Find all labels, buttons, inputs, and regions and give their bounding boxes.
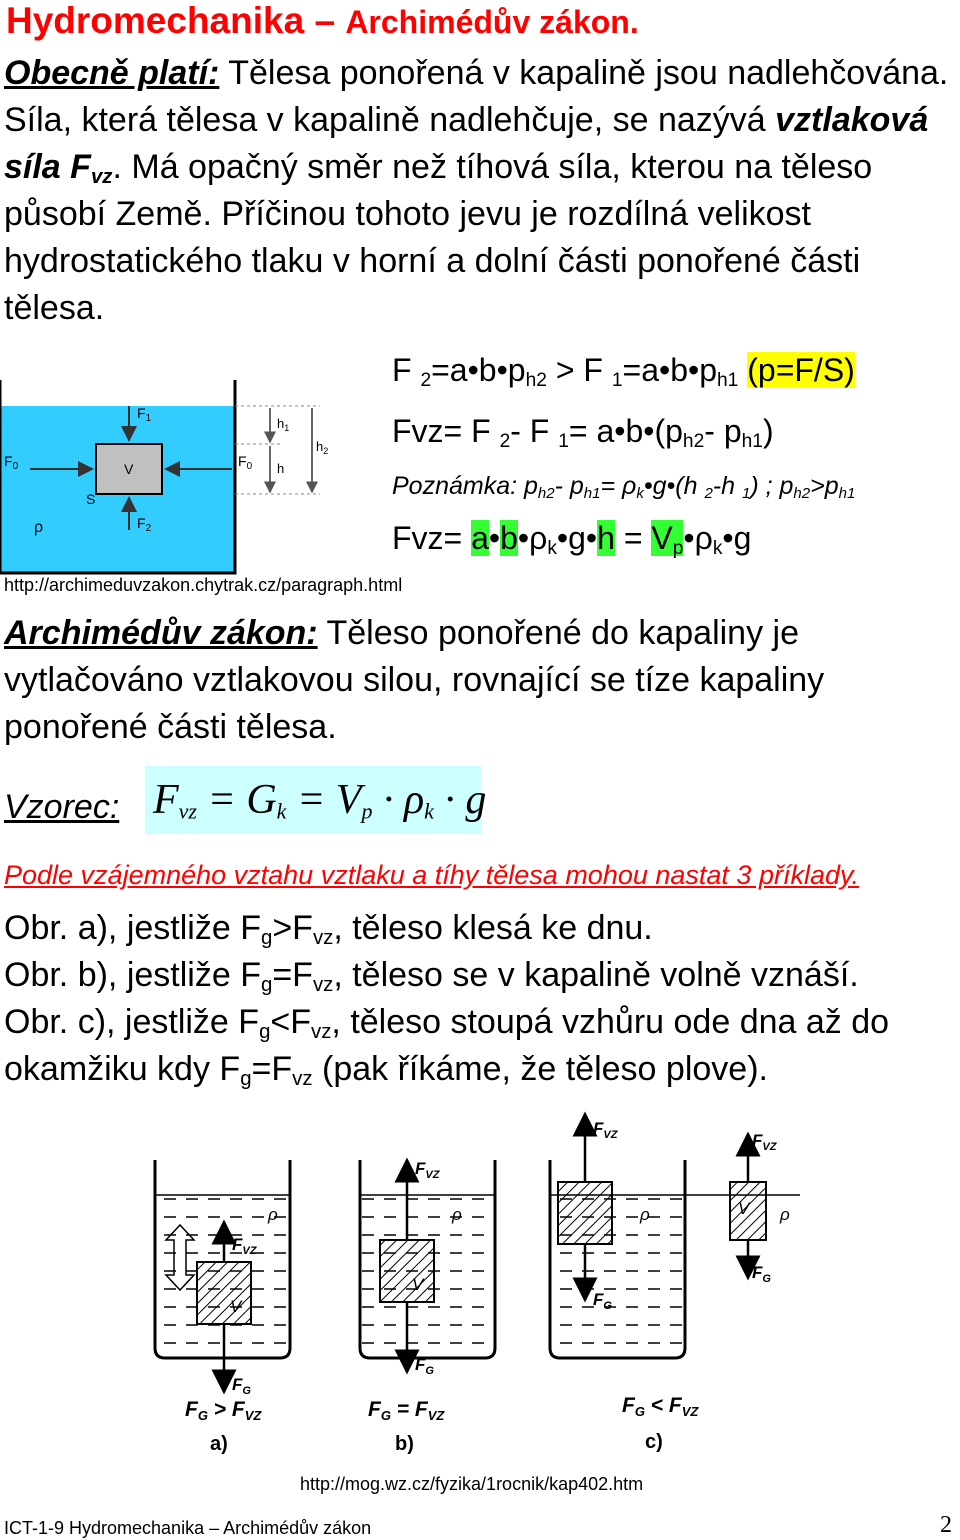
svg-text:V: V (738, 1199, 750, 1218)
intro-text-2: . Má opačný směr než tíhová síla, kterou na těleso působí Země. Příčinou tohoto jevu je rozdílná velikost hydrostatického tlaku v horní a dolní části ponořené části tělesa. (4, 148, 873, 327)
formula-box: $F_{vz} = G_k = V_p \cdot \rho_k \cdot g$ (145, 766, 481, 834)
page-title (6, 0, 639, 43)
title-main: Hydromechanika (6, 0, 305, 41)
label-h: h (277, 461, 285, 476)
svg-text:FG: $F_G$ (232, 1375, 251, 1397)
title-dash: – (304, 0, 346, 41)
title-sub: Archimédův zákon. (345, 4, 639, 40)
intro-label: Obecně platí: (4, 54, 220, 92)
intro-term: vztlaková síla $F_{vz}$ (4, 101, 929, 189)
svg-text:FG: $F_G$ (415, 1355, 434, 1377)
formula-label: Vzorec: (4, 788, 120, 826)
intro-paragraph (4, 50, 954, 332)
beaker-a (155, 1160, 290, 1397)
eq-line-2: Fvz= F $_2$- F $_1= a•b•(p_{h2}-$ $p_{h1}$) (392, 413, 774, 452)
case-a: Obr. a), jestliže $F_g>F_{vz}$, těleso klesá ke dnu. (4, 909, 653, 950)
svg-text:FG: $F_G$ (593, 1290, 612, 1312)
beaker-c (550, 1114, 800, 1358)
cases-list (4, 905, 954, 1093)
label-f0-right: $F_0$ (238, 453, 253, 472)
archimedes-law (4, 610, 954, 751)
label-h1: $h_1$ (277, 416, 290, 433)
fig1-source: http://archimeduvzakon.chytrak.cz/paragraph.html (4, 575, 403, 595)
label-h2: $h_2$ (316, 439, 329, 456)
page-number: 2 (940, 1512, 952, 1538)
svg-text:FVZ: $F_{VZ}$ (232, 1235, 257, 1257)
eq-line-1: F $_2=a•b•p_{h2} > F$ $_1=a•b•p_{h1}$ (p=F/S) (392, 352, 855, 391)
case-c: Obr. c), jestliže $F_g<F_{vz}$, těleso stoupá vzhůru ode dna až do okamžiku kdy $F_g=F_{vz}$ (pak říkáme, že těleso plove). (4, 1003, 890, 1091)
beaker-b (360, 1159, 495, 1377)
eq-note: Poznámka: $p_{h2}-$ $p_{h1}=$ $\rho_k•g•(h$ $_2$-h $_1$) ; $p_{h2}>p_{h1}$ (392, 472, 856, 502)
label-f2: $F_2$ (137, 515, 152, 534)
caption-a-relation: FG > FVZ (185, 1398, 262, 1423)
label-rho: ρ (34, 519, 44, 536)
svg-text:FVZ: $F_{VZ}$ (593, 1119, 618, 1141)
pressure-definition: (p=F/S) (747, 352, 855, 388)
label-f1: $F_1$ (137, 405, 152, 424)
svg-text:FVZ: $F_{VZ}$ (752, 1131, 777, 1153)
law-label: Archimédův zákon: (4, 614, 318, 652)
svg-text:ρ: ρ (452, 1205, 462, 1224)
svg-text:V: V (412, 1275, 424, 1294)
caption-b-letter: b) (395, 1433, 414, 1455)
footer-text: ICT-1-9 Hydromechanika – Archimédův zákon (4, 1518, 372, 1538)
svg-text:ρ: ρ (268, 1205, 278, 1224)
label-v: V (124, 461, 134, 477)
cases-intro: Podle vzájemného vztahu vztlaku a tíhy tělesa mohou nastat 3 příklady. (4, 860, 859, 890)
svg-text:FG: $F_G$ (752, 1263, 771, 1285)
caption-a-letter: a) (210, 1433, 228, 1455)
label-f0-left: $F_0$ (4, 453, 19, 472)
caption-c-letter: c) (645, 1431, 663, 1453)
intro-text-1: Tělesa ponořená v kapalině jsou nadlehčována. Síla, která tělesa v kapalině nadlehčuje, se nazývá (4, 54, 949, 139)
caption-b-relation: FG = FVZ (368, 1398, 445, 1423)
eq-line-4: $Fvz= a•b•\rho_k•g•h$ = $V_p•\rho_k•g$ (392, 520, 752, 559)
svg-text:ρ: ρ (640, 1205, 650, 1224)
fig2-source: http://mog.wz.cz/fyzika/1rocnik/kap402.htm (300, 1474, 644, 1494)
svg-text:ρ: ρ (780, 1205, 790, 1224)
case-b: Obr. b), jestliže $F_g=F_{vz}$, těleso se v kapalině volně vznáší. (4, 956, 859, 997)
caption-c-relation: FG < FVZ (622, 1394, 699, 1419)
pressure-diagram (0, 378, 345, 576)
label-s: S (86, 491, 96, 507)
buoyancy-cases-diagram (140, 1100, 820, 1470)
svg-text:V: V (230, 1297, 242, 1316)
svg-text:FVZ: $F_{VZ}$ (415, 1159, 440, 1181)
law-text: Těleso ponořené do kapaliny je vytlačováno vztlakovou silou, rovnající se tíze kapaliny ponořené části tělesa. (4, 614, 825, 746)
